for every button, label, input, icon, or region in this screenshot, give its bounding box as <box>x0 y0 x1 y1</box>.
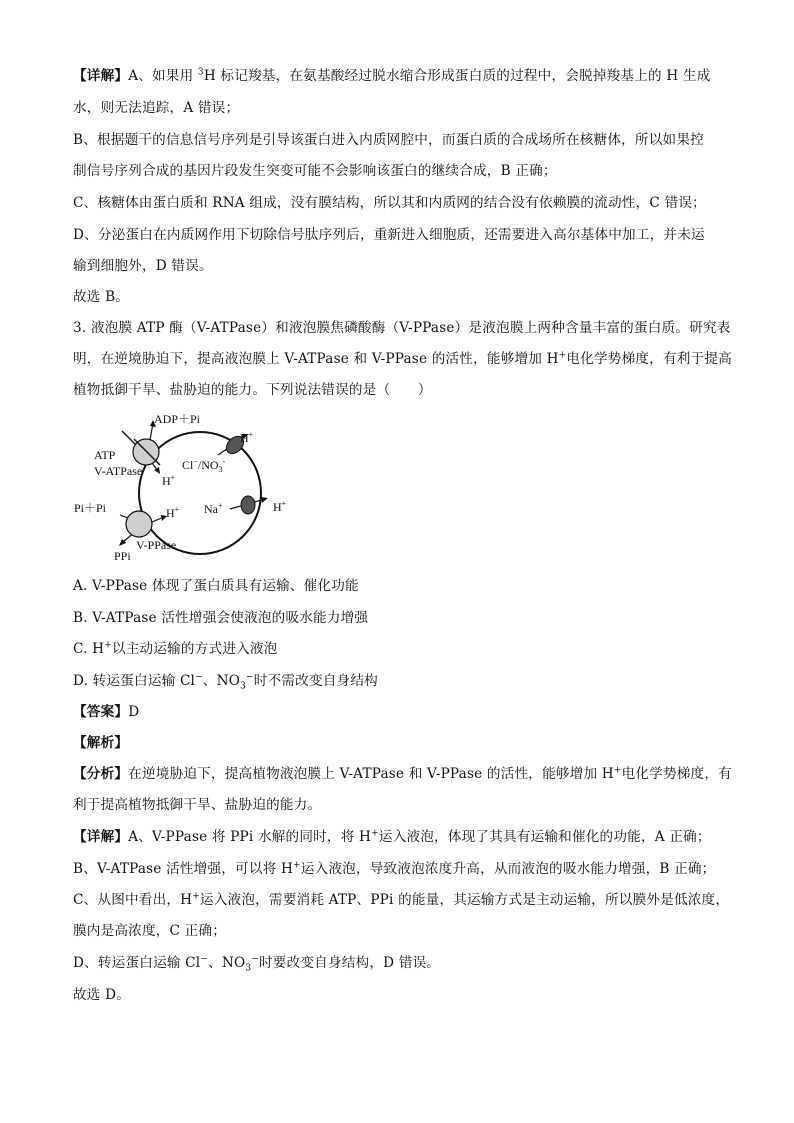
detail-label: 【详解】 <box>73 68 129 84</box>
label-v-ppase: V-PPase <box>136 538 177 552</box>
answer-line <box>73 702 723 722</box>
detail-line-5: C、核糖体由蛋白质和 RNA 组成，没有膜结构，所以其和内质网的结合没有依赖膜的流动性，C 错误； <box>73 195 706 211</box>
analysis-line-1: 【分析】在逆境胁迫下，提高植物液泡膜上 V-ATPase 和 V-PPase 的活性，能够增加 H+电化学势梯度，有 <box>73 765 732 782</box>
analysis-line-8: 故选 D。 <box>73 987 131 1003</box>
detail-line-6: D、分泌蛋白在内质网作用下切除信号肽序列后，重新进入细胞质，还需要进入高尔基体中加工，并未运 <box>73 227 705 243</box>
detail-line-1 <box>73 66 723 86</box>
label-adp-pi: ADP＋Pi <box>154 412 201 426</box>
detail-line-2: 水，则无法追踪，A 错误； <box>73 100 240 116</box>
label-h-plus-3: H+ <box>273 499 287 514</box>
detail-line-8: 故选 B。 <box>73 289 130 305</box>
question-line-1: 3. 液泡膜 ATP 酶（V-ATPase）和液泡膜焦磷酸酶（V-PPase）是液泡膜上两种含量丰富的蛋白质。研究表 <box>73 320 731 336</box>
label-ppi: PPi <box>114 549 131 563</box>
na-h-antiporter <box>230 496 268 514</box>
analysis-label: 【解析】 <box>73 735 129 751</box>
question-line-3: 植物抵御干旱、盐胁迫的能力。下列说法错误的是（ ） <box>73 382 432 398</box>
label-pi-pi: Pi＋Pi <box>74 501 107 515</box>
analysis-line-7: D、转运蛋白运输 Cl−、$NO_3^-$时要改变自身结构，D 错误。 <box>73 954 441 974</box>
analysis-line-5: C、从图中看出，H+运入液泡，需要消耗 ATP、PPi 的能量，其运输方式是主动运输，所以膜外是低浓度， <box>73 891 730 908</box>
analysis-line-6: 膜内是高浓度，C 正确； <box>73 923 227 939</box>
option-a: A. V-PPase 体现了蛋白质具有运输、催化功能 <box>73 578 359 594</box>
answer-label: 【答案】 <box>73 704 129 720</box>
option-d: D. 转运蛋白运输 Cl−、$NO_3^-$时不需改变自身结构 <box>73 672 378 692</box>
detail-text-1: A、如果用 $^3$H 标记羧基，在氨基酸经过脱水缩合形成蛋白质的过程中，会脱掉羧基上的 H 生成 <box>128 67 711 84</box>
label-na-plus: Na+ <box>204 501 223 516</box>
analysis-line-2: 利于提高植物抵御干旱、盐胁迫的能力。 <box>73 797 322 813</box>
label-v-atpase: V-ATPase <box>94 464 143 478</box>
label-h-plus-4: H+ <box>166 505 180 520</box>
detail-line-4: 制信号序列合成的基因片段发生突变可能不会影响该蛋白的继续合成，B 正确； <box>73 163 557 179</box>
label-atp: ATP <box>94 448 116 462</box>
label-cl-no3: $Cl^-/NO_3^-$ <box>182 457 226 474</box>
detail-line-7: 输到细胞外，D 错误。 <box>73 258 213 274</box>
question-line-2: 明，在逆境胁迫下，提高液泡膜上 V-ATPase 和 V-PPase 的活性，能够增加 H+电化学势梯度，有利于提高 <box>73 350 732 367</box>
analysis-line-4: B、V-ATPase 活性增强，可以将 H+运入液泡，导致液泡浓度升高，从而液泡的吸水能力增强，B 正确； <box>73 860 716 877</box>
option-c: C. H+以主动运输的方式进入液泡 <box>73 640 278 657</box>
detail-line-3: B、根据题干的信息信号序列是引导该蛋白进入内质网腔中，而蛋白质的合成场所在核糖体，所以如果控 <box>73 132 704 148</box>
label-h-plus-2: H+ <box>240 430 254 445</box>
answer-value: D <box>128 704 140 720</box>
analysis-line-3: 【详解】A、V-PPase 将 PPi 水解的同时，将 H+运入液泡，体现了其具有运输和催化的功能，A 正确； <box>73 828 711 845</box>
vacuole-diagram <box>72 403 302 565</box>
option-b: B. V-ATPase 活性增强会使液泡的吸水能力增强 <box>73 610 369 626</box>
label-h-plus-1: H+ <box>162 473 176 488</box>
